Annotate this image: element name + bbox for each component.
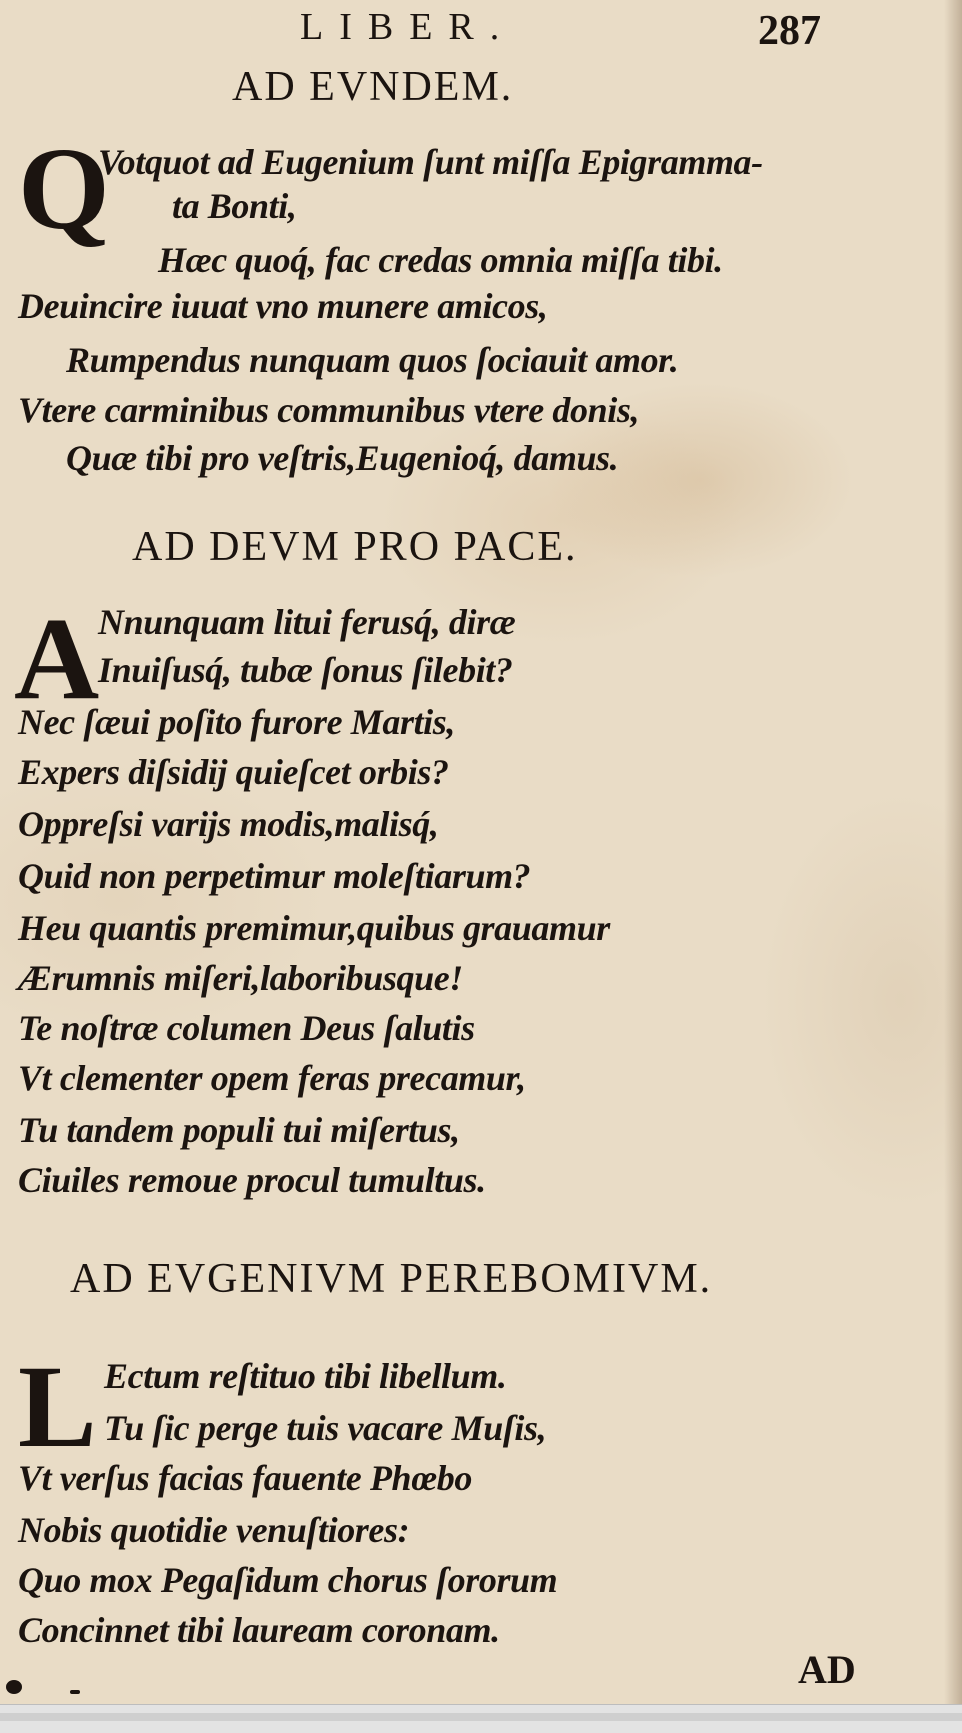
page-number: 287: [758, 8, 821, 54]
verse-line: Heu quantis premimur,quibus grauamur: [18, 908, 610, 948]
section-title: AD EVGENIVM PEREBOMIVM.: [70, 1256, 713, 1302]
verse-line: Ærumnis miſeri,laboribusque!: [18, 958, 463, 998]
verse-line: Quæ tibi pro veſtris,Eugenioq́, damus.: [66, 438, 619, 478]
verse-line: ta Bonti,: [172, 186, 297, 226]
ink-speck: [70, 1690, 80, 1694]
drop-cap-initial: Q: [18, 123, 110, 254]
verse-line: Inuiſusq́, tubæ ſonus ſilebit?: [98, 650, 513, 690]
verse-line: Ectum reſtituo tibi libellum.: [104, 1356, 507, 1396]
verse-line: Quid non perpetimur moleſtiarum?: [18, 856, 531, 896]
verse-line: Nnunquam litui ferusq́, diræ: [98, 602, 516, 642]
verse-line: Hæc quoq́, fac credas omnia miſſa tibi.: [158, 240, 723, 280]
verse-line: Quo mox Pegaſidum chorus ſororum: [18, 1560, 558, 1600]
verse-line: Votquot ad Eugenium ſunt miſſa Epigramma-: [98, 142, 763, 182]
verse-line: Vtere carminibus communibus vtere donis,: [18, 390, 640, 430]
verse-line: Tu tandem populi tui miſertus,: [18, 1110, 460, 1150]
verse-line: Nobis quotidie venuſtiores:: [18, 1510, 410, 1550]
verse-line: Vt verſus facias fauente Phœbo: [18, 1458, 472, 1498]
verse-line: Expers diſsidij quieſcet orbis?: [18, 752, 449, 792]
verse-line: Te noſtræ columen Deus ſalutis: [18, 1008, 475, 1048]
drop-cap-initial: A: [14, 593, 100, 724]
drop-cap-initial: L: [18, 1341, 97, 1472]
verse-line: Deuincire iuuat vno munere amicos,: [18, 286, 548, 326]
running-head: LIBER.: [300, 6, 516, 48]
verse-line: Nec ſæui poſito furore Martis,: [18, 702, 455, 742]
viewer-bottom-bar: [0, 1704, 962, 1733]
verse-line: Concinnet tibi lauream coronam.: [18, 1610, 500, 1650]
verse-line: Vt clementer opem feras precamur,: [18, 1058, 526, 1098]
section-title: AD DEVM PRO PACE.: [132, 524, 578, 570]
verse-line: Oppreſsi varijs modis,malisq́,: [18, 804, 439, 844]
catchword: AD: [798, 1647, 856, 1692]
verse-line: Ciuiles remoue procul tumultus.: [18, 1160, 486, 1200]
verse-line: Tu ſic perge tuis vacare Muſis,: [104, 1408, 547, 1448]
verse-line: Rumpendus nunquam quos ſociauit amor.: [66, 340, 679, 380]
section-title: AD EVNDEM.: [232, 64, 514, 110]
ink-blot: [6, 1680, 22, 1694]
